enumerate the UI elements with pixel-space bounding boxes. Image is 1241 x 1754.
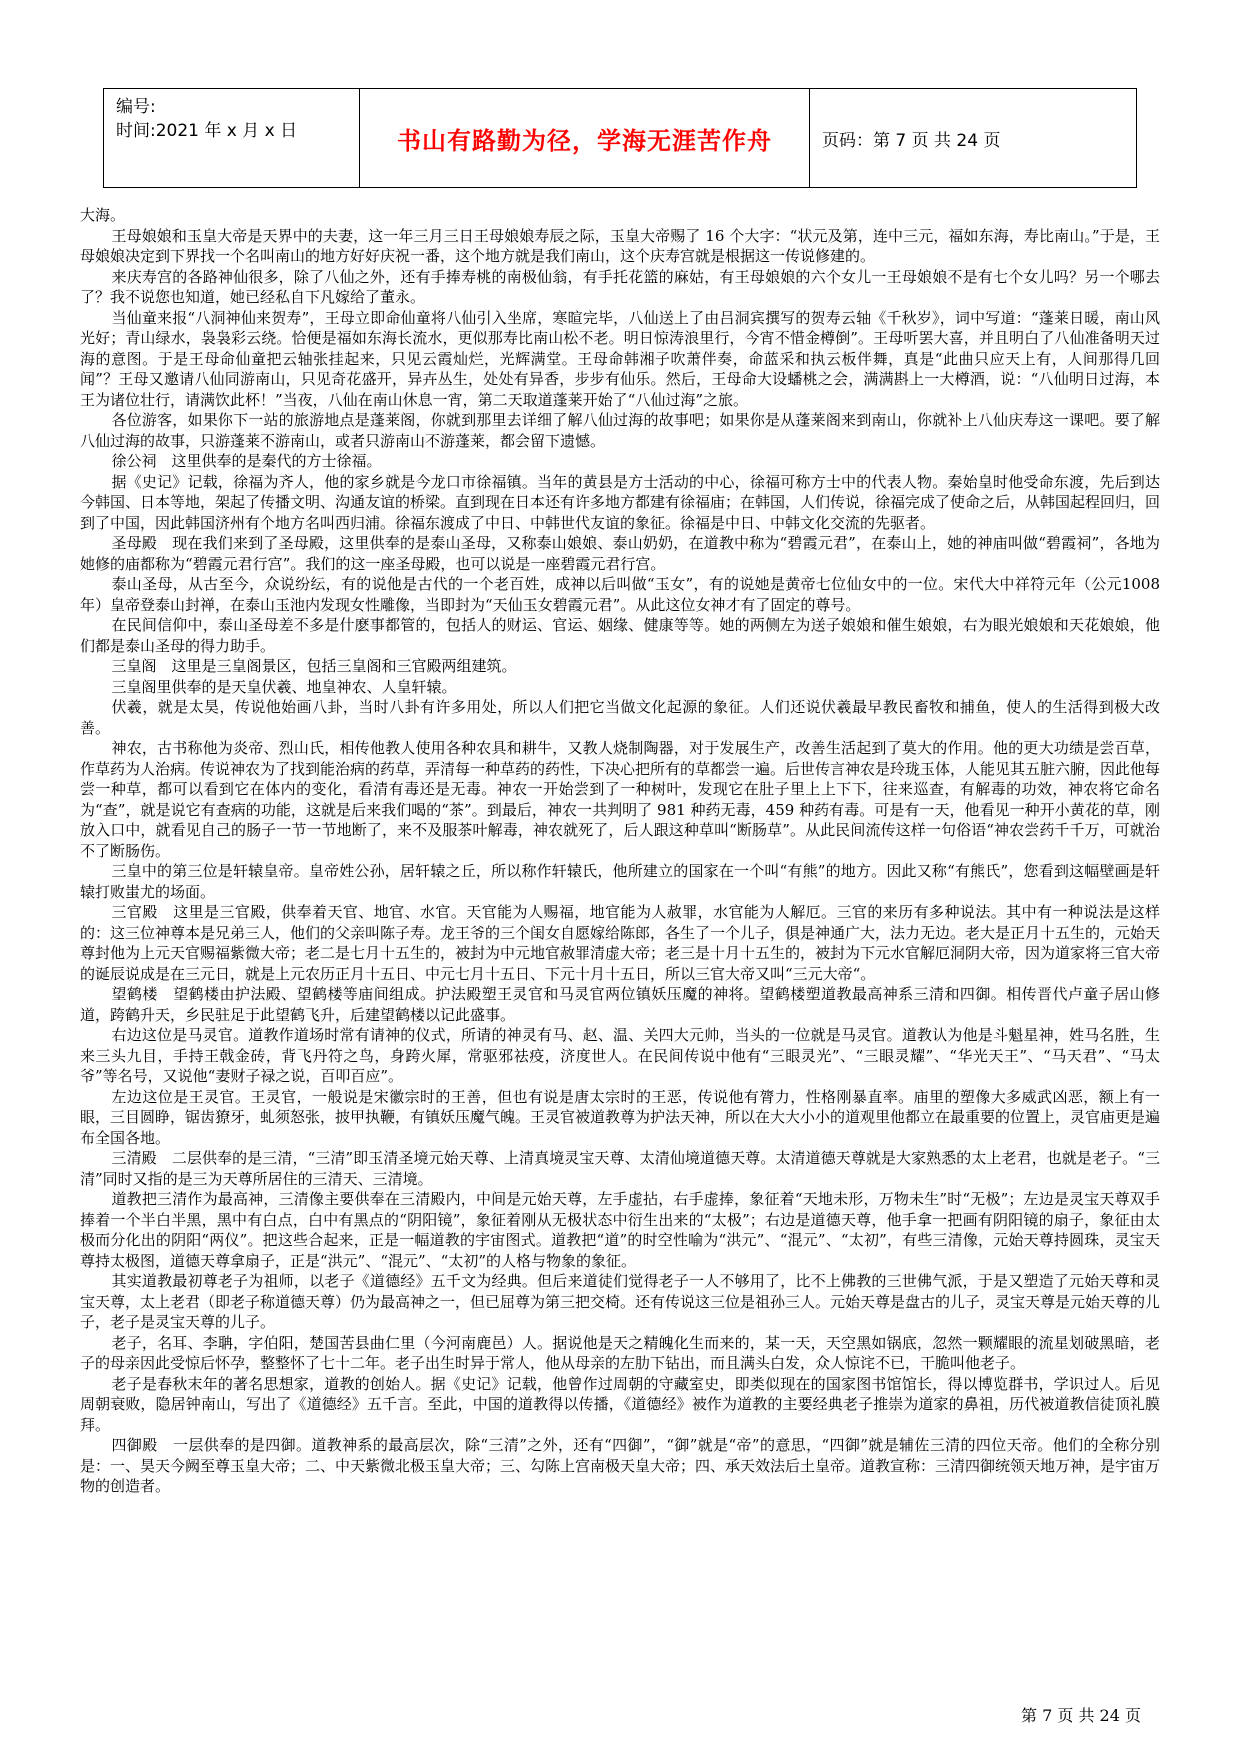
page-footer-number: 第 7 页 共 24 页 (1021, 1706, 1141, 1725)
paragraph: 据《史记》记载，徐福为齐人，他的家乡就是今龙口市徐福镇。当年的黄县是方士活动的中心，徐福可称方士中的代表人物。秦始皇时他受命东渡，先后到达今韩国、日本等地，架起了传播文明、沟通友谊的桥梁。直到现在日本还有许多地方都建有徐福庙；在韩国，人们传说，徐福完成了使命之后，从韩国起程回归，回到了中国，因此韩国济州有个地方名叫西归浦。徐福东渡成了中日、中韩世代友谊的象征。徐福是中日、中韩文化交流的先驱者。 (80, 472, 1160, 532)
paragraph: 王母娘娘和玉皇大帝是天界中的夫妻，这一年三月三日王母娘娘寿辰之际，玉皇大帝赐了 16 个大字：“状元及第，连中三元，福如东海，寿比南山。”于是，王母娘娘决定到下界找一个名叫南山的地方好好庆祝一番，这个地方就是我们南山，这个庆寿宫就是根据这一传说修建的。 (80, 226, 1160, 265)
paragraph: 泰山圣母，从古至今，众说纷纭，有的说他是古代的一个老百姓，成神以后叫做“玉女”，有的说她是黄帝七位仙女中的一位。宋代大中祥符元年（公元1008年）皇帝登泰山封禅，在泰山玉池内发现女性雕像，当即封为“天仙玉女碧霞元君”。从此这位女神才有了固定的尊号。 (80, 575, 1160, 614)
time-label: 时间:2021 年 x 月 x 日 (116, 121, 298, 141)
paragraph: 伏羲，就是太昊，传说他始画八卦，当时八卦有许多用处，所以人们把它当做文化起源的象征。人们还说伏羲最早教民畜牧和捕鱼，使人的生活得到极大改善。 (80, 698, 1160, 737)
header-motto: 书山有路勤为径，学海无涯苦作舟 (360, 89, 810, 187)
page-header (103, 88, 1137, 188)
paragraph: 神农，古书称他为炎帝、烈山氏，相传他教人使用各种农具和耕牛，又教人烧制陶器，对于发展生产，改善生活起到了莫大的作用。他的更大功绩是尝百草，作草药为人治病。传说神农为了找到能治病的药草，弄清每一种草药的药性，下决心把所有的草都尝一遍。后世传言神农是玲珑玉体，人能见其五脏六腑，因此他每尝一种草，都可以看到它在体内的变化，看清有毒还是无毒。神农一开始尝到了一种树叶，发现它在肚子里上上下下，往来巡查，有解毒的功效，神农将它命名为“查”，就是说它有查病的功能，这就是后来我们喝的“茶”。到最后，神农一共判明了 981 种药无毒，459 种药有毒。可是有一天，他看见一种开小黄花的草，刚放入口中，就看见自己的肠子一节一节地断了，来不及服茶叶解毒，神农就死了，后人跟这种草叫“断肠草”。从此民间流传这样一句俗语“神农尝药千千万，可就治不了断肠伤。 (80, 739, 1160, 860)
paragraph: 三皇中的第三位是轩辕皇帝。皇帝姓公孙，居轩辕之丘，所以称作轩辕氏，他所建立的国家在一个叫“有熊”的地方。因此又称“有熊氏”，您看到这幅壁画是轩辕打败蚩尤的场面。 (80, 862, 1160, 901)
paragraph: 大海。 (80, 206, 126, 224)
paragraph: 圣母殿 现在我们来到了圣母殿，这里供奉的是泰山圣母，又称泰山娘娘、泰山奶奶，在道教中称为“碧霞元君”，在泰山上，她的神庙叫做“碧霞祠”，各地为她修的庙都称为“碧霞元君行宫”。我们的这一座圣母殿，也可以说是一座碧霞元君行宫。 (80, 534, 1160, 573)
paragraph: 徐公祠 这里供奉的是秦代的方士徐福。 (111, 452, 382, 470)
serial-label: 编号: (116, 97, 156, 117)
document-body (80, 205, 1160, 1715)
paragraph: 三清殿 二层供奉的是三清，“三清”即玉清圣境元始天尊、上清真境灵宝天尊、太清仙境道德天尊。太清道德天尊就是大家熟悉的太上老君，也就是老子。“三清”同时又指的是三为天尊所居住的三清天、三清境。 (80, 1149, 1160, 1188)
paragraph: 在民间信仰中，泰山圣母差不多是什麽事都管的，包括人的财运、官运、姻缘、健康等等。她的两侧左为送子娘娘和催生娘娘，右为眼光娘娘和天花娘娘，他们都是泰山圣母的得力助手。 (80, 616, 1160, 655)
paragraph: 三皇阁里供奉的是天皇伏羲、地皇神农、人皇轩辕。 (111, 677, 457, 696)
paragraph: 右边这位是马灵官。道教作道场时常有请神的仪式，所请的神灵有马、赵、温、关四大元帅，当头的一位就是马灵官。道教认为他是斗魁星神，姓马名胜，生来三头九目，手持王戟金砖，背飞丹符之鸟，身跨火犀，常驱邪祛疫，济度世人。在民间传说中他有“三眼灵光”、“三眼灵耀”、“华光天王”、“马天君”、“马太爷”等名号，又说他“妻财子禄之说，百叩百应”。 (80, 1026, 1160, 1085)
paragraph: 各位游客，如果你下一站的旅游地点是蓬莱阁，你就到那里去详细了解八仙过海的故事吧；如果你是从蓬莱阁来到南山，你就补上八仙庆寿这一课吧。要了解八仙过海的故事，只游蓬莱不游南山，或者只游南山不游蓬莱，都会留下遗憾。 (80, 411, 1160, 450)
paragraph: 其实道教最初尊老子为祖师，以老子《道德经》五千文为经典。但后来道徒们觉得老子一人不够用了，比不上佛教的三世佛气派，于是又塑造了元始天尊和灵宝天尊，太上老君（即老子称道德天尊）仍为最高神之一，但已屈尊为第三把交椅。还有传说这三位是祖孙三人。元始天尊是盘古的儿子，灵宝天尊是元始天尊的儿子，老子是灵宝天尊的儿子。 (80, 1272, 1160, 1331)
paragraph: 三官殿 这里是三官殿，供奉着天官、地官、水官。天官能为人赐福，地官能为人赦罪，水官能为人解厄。三官的来历有多种说法。其中有一种说法是这样的：这三位神尊本是兄弟三人，他们的父亲叫陈子寿。龙王爷的三个闺女自愿嫁给陈郎，各生了一个儿子，俱是神通广大，法力无边。老大是正月十五生的，元始天尊封他为上元天官赐福紫微大帝；老二是七月十五生的，被封为中元地官赦罪清虚大帝；老三是十月十五生的，被封为下元水官解厄洞阴大帝，因为道家将三官大帝的诞辰说成是在三元日，就是上元农历正月十五日、中元七月十五日、下元十月十五日，所以三官大帝又叫“三元大帝“。 (80, 903, 1160, 983)
paragraph: 望鹤楼 望鹤楼由护法殿、望鹤楼等庙间组成。护法殿塑王灵官和马灵官两位镇妖压魔的神将。望鹤楼塑道教最高神系三清和四御。相传晋代卢童子居山修道，跨鹤升天，乡民驻足于此望鹤飞升，后建望鹤楼以记此盛事。 (80, 985, 1160, 1024)
paragraph: 老子是春秋末年的著名思想家，道教的创始人。据《史记》记载，他曾作过周朝的守藏室史，即类似现在的国家图书馆馆长，得以博览群书，学识过人。后见周朝衰败，隐居钟南山，写出了《道德经》五千言。至此，中国的道教得以传播，《道德经》被作为道教的主要经典老子推崇为道家的鼻祖，历代被道教信徒顶礼膜拜。 (80, 1374, 1160, 1434)
header-info-cell (104, 89, 360, 187)
paragraph: 道教把三清作为最高神，三清像主要供奉在三清殿内，中间是元始天尊，左手虚拈，右手虚捧，象征着“天地未形，万物未生”时“无极”；左边是灵宝天尊双手捧着一个半白半黑，黑中有白点，白中有黑点的“阴阳镜”，象征着刚从无极状态中衍生出来的“太极”；右边是道德天尊，他手拿一把画有阴阳镜的扇子，象征由太极而分化出的阴阳“两仪”。把这些合起来，正是一幅道教的宇宙图式。道教把“道”的时空性喻为“洪元”、“混元”、“太初”，有些三清像，元始天尊持圆珠，灵宝天尊持太极图，道德天尊拿扇子，正是“洪元”、“混元”、“太初”的人格与物象的象征。 (80, 1190, 1160, 1270)
header-page-label: 页码：第 7 页 共 24 页 (822, 130, 1001, 151)
paragraph: 三皇阁 这里是三皇阁景区，包括三皇阁和三官殿两组建筑。 (111, 657, 517, 675)
paragraph: 当仙童来报“八洞神仙来贺寿”，王母立即命仙童将八仙引入坐席，寒暄完毕，八仙送上了由吕洞宾撰写的贺寿云轴《千秋岁》，词中写道：“蓬莱日暖，南山风光好；青山绿水，袅袅彩云绕。恰便是福如东海长流水，更似那寿比南山松不老。明日惊涛浪里行，今宵不惜金樽倒”。王母听罢大喜，并且明白了八仙准备明天过海的意图。于是王母命仙童把云轴张挂起来，只见云霞灿烂，光辉满堂。王母命韩湘子吹萧伴奏，命蓝采和执云板伴舞，真是“此曲只应天上有，人间那得几回闻”？王母又邀请八仙同游南山，只见奇花盛开，异卉丛生，处处有异香，步步有仙乐。然后，王母命大设蟠桃之会，满满斟上一大樽酒，说：“八仙明日过海，本王为诸位壮行，请满饮此杯！”当夜，八仙在南山休息一宵，第二天取道蓬莱开始了“八仙过海”之旅。 (80, 308, 1160, 409)
paragraph: 左边这位是王灵官。王灵官，一般说是宋徽宗时的王善，但也有说是唐太宗时的王恶，传说他有膂力，性格刚暴直率。庙里的塑像大多威武凶恶，额上有一眼，三目圆睁，锯齿獠牙，虬须怒张，披甲执鞭，有镇妖压魔气魄。王灵官被道教尊为护法天神，所以在大大小小的道观里他都立在最重要的位置上，灵官庙更是遍布全国各地。 (80, 1087, 1160, 1147)
paragraph: 老子，名耳、李聃，字伯阳，楚国苦县曲仁里（今河南鹿邑）人。据说他是天之精魄化生而来的，某一天，天空黑如锅底，忽然一颗耀眼的流星划破黑暗，老子的母亲因此受惊后怀孕，整整怀了七十二年。老子出生时异于常人，他从母亲的左肋下钻出，而且满头白发，众人惊诧不已，干脆叫他老子。 (80, 1333, 1160, 1372)
paragraph: 来庆寿宫的各路神仙很多，除了八仙之外，还有手捧寿桃的南极仙翁，有手托花篮的麻姑，有王母娘娘的六个女儿一王母娘娘不是有七个女儿吗？另一个哪去了？我不说您也知道，她已经私自下凡嫁给了董永。 (80, 267, 1160, 306)
paragraph: 四御殿 一层供奉的是四御。道教神系的最高层次，除“三清”之外，还有“四御”，“御”就是“帝”的意思，“四御”就是辅佐三清的四位天帝。他们的全称分别是：一、昊天今阙至尊玉皇大帝；二、中天紫微北极玉皇大帝；三、勾陈上宫南极天皇大帝；四、承天效法后土皇帝。道教宣称：三清四御统领天地万神，是宇宙万物的创造者。 (80, 1436, 1160, 1495)
